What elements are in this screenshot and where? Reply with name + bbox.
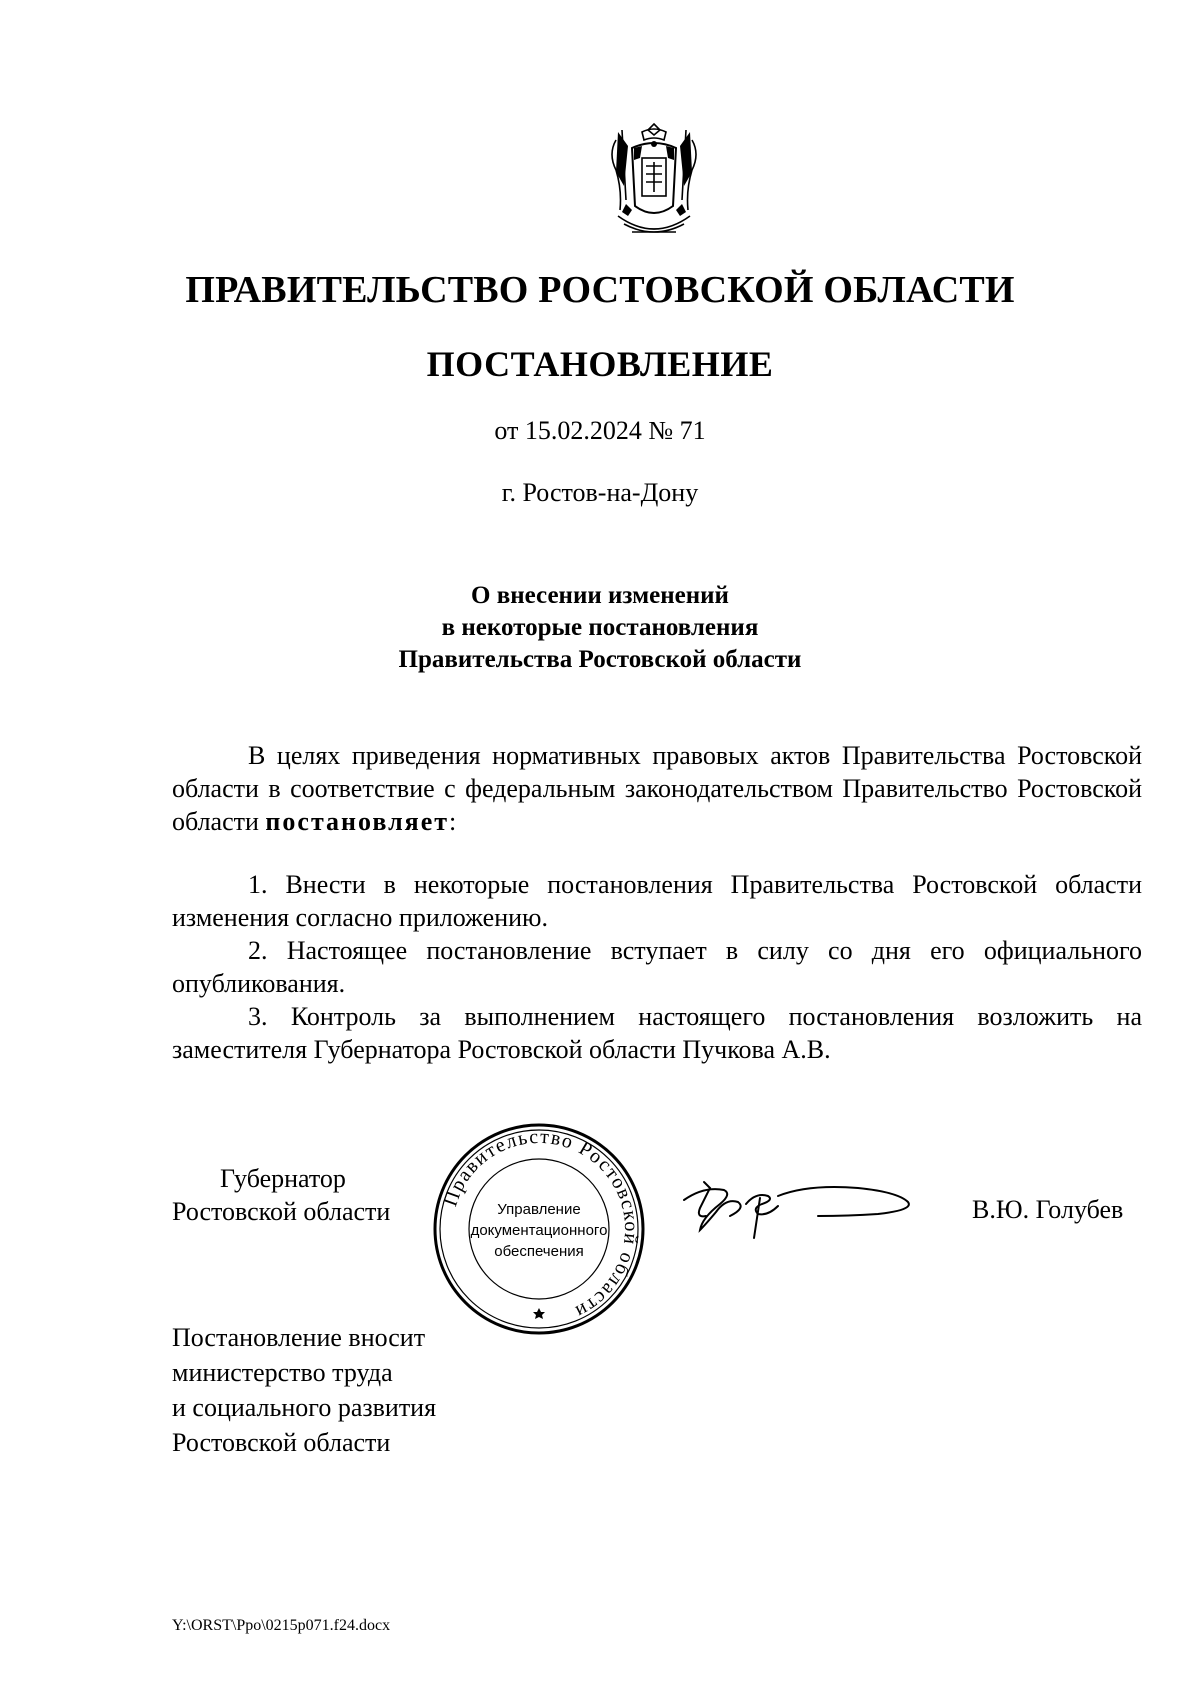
coat-of-arms-icon	[602, 118, 706, 240]
footer-file-path: Y:\ORST\Ppo\0215p071.f24.docx	[172, 1617, 391, 1634]
title-line: Правительства Ростовской области	[398, 646, 802, 673]
seal-center-line: документационного	[470, 1222, 608, 1239]
signature-icon	[680, 1170, 930, 1250]
preamble-tail: :	[449, 807, 457, 836]
introducer-line: Ростовской области	[172, 1428, 391, 1457]
item-text: 3. Контроль за выполнением настоящего постановления возложить на заместителя Губернатора Ростовской области Пучкова А.В.	[172, 1002, 1142, 1064]
signatory-title-line: Губернатор	[220, 1164, 346, 1193]
seal-center-line: обеспечения	[494, 1243, 584, 1260]
item-text: 2. Настоящее постановление вступает в силу со дня его официального опубликования.	[172, 936, 1142, 998]
decree-word: постановляет	[265, 807, 450, 836]
document-type: ПОСТАНОВЛЕНИЕ	[426, 344, 774, 384]
signatory-name: В.Ю. Голубев	[972, 1195, 1124, 1224]
item-text: 1. Внести в некоторые постановления Правительства Ростовской области изменения согласно приложению.	[172, 870, 1142, 932]
introducer-line: министерство труда	[172, 1358, 393, 1387]
introducer-line: Постановление вносит	[172, 1323, 426, 1352]
signatory-title-line: Ростовской области	[172, 1197, 391, 1226]
official-seal-icon	[432, 1122, 646, 1336]
resolution-item-1	[172, 868, 1142, 934]
seal-ring-text: Правительство Ростовской области	[439, 1125, 643, 1324]
signatory-title	[172, 1162, 390, 1228]
preamble-text: В целях приведения нормативных правовых актов Правительства Ростовской области в соответствие с федеральным законодательством Правительство Ростовской области	[172, 741, 1142, 836]
date-and-number: от 15.02.2024 № 71	[494, 416, 706, 445]
title-line: О внесении изменений	[471, 582, 729, 609]
resolution-item-3	[172, 1000, 1142, 1066]
document-title	[0, 580, 1200, 676]
organization-name: ПРАВИТЕЛЬСТВО РОСТОВСКОЙ ОБЛАСТИ	[185, 269, 1015, 311]
resolution-item-2	[172, 934, 1142, 1000]
preamble-paragraph	[172, 739, 1142, 838]
introducer-line: и социального развития	[172, 1393, 437, 1422]
city: г. Ростов-на-Дону	[501, 478, 699, 507]
title-line: в некоторые постановления	[441, 614, 759, 641]
seal-center-line: Управление	[497, 1201, 581, 1218]
introducer-block	[172, 1320, 436, 1460]
